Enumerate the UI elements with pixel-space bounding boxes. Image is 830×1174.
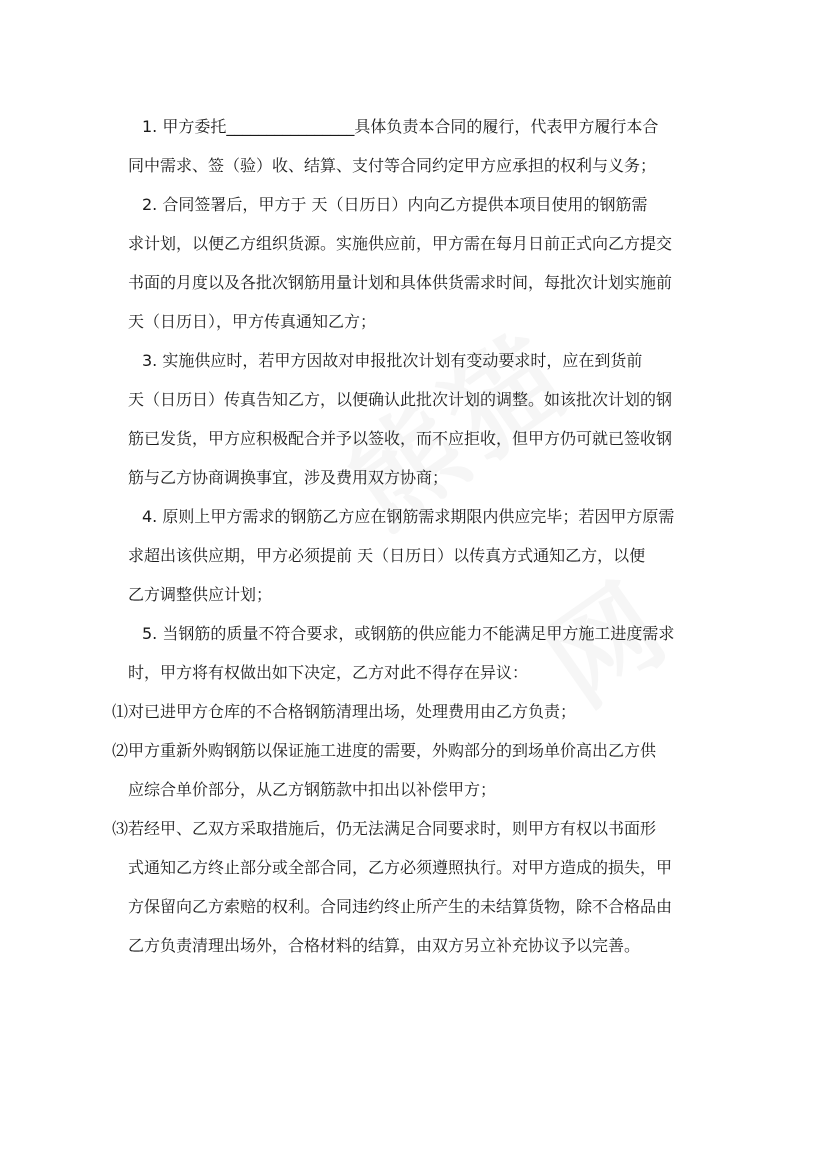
text-line: 式通知乙方终止部分或全部合同，乙方必须遵照执行。对甲方造成的损失，甲 bbox=[128, 858, 673, 877]
text-line: 求超出该供应期，甲方必须提前 天（日历日）以传真方式通知乙方，以便 bbox=[128, 546, 646, 565]
text-line: 5. 当钢筋的质量不符合要求，或钢筋的供应能力不能满足甲方施工进度需求 bbox=[142, 624, 675, 643]
text-line: 筋与乙方协商调换事宜，涉及费用双方协商； bbox=[128, 468, 449, 487]
text-line: 筋已发货，甲方应积极配合并予以签收，而不应拒收，但甲方仍可就已签收钢 bbox=[128, 429, 673, 448]
text-line: ⑴对已进甲方仓库的不合格钢筋清理出场，处理费用由乙方负责； bbox=[112, 702, 577, 721]
text-line: 方保留向乙方索赔的权利。合同违约终止所产生的未结算货物，除不合格品由 bbox=[128, 897, 673, 916]
text-line: 书面的月度以及各批次钢筋用量计划和具体供货需求时间，每批次计划实施前 bbox=[128, 273, 673, 292]
text-line: 2. 合同签署后，甲方于 天（日历日）内向乙方提供本项目使用的钢筋需 bbox=[142, 195, 648, 214]
text-line: 同中需求、签（验）收、结算、支付等合同约定甲方应承担的权利与义务； bbox=[128, 156, 657, 175]
text-line: 3. 实施供应时，若甲方因故对申报批次计划有变动要求时，应在到货前 bbox=[142, 351, 643, 370]
text-line: 乙方负责清理出场外，合格材料的结算，由双方另立补充协议予以完善。 bbox=[128, 936, 641, 955]
text-line: 4. 原则上甲方需求的钢筋乙方应在钢筋需求期限内供应完毕；若因甲方原需 bbox=[142, 507, 675, 526]
text-line: 天（日历日），甲方传真通知乙方； bbox=[128, 312, 377, 331]
contract-body bbox=[112, 107, 708, 965]
text-line: 1. 甲方委托________________具体负责本合同的履行，代表甲方履行本合 bbox=[142, 117, 659, 136]
text-line: 应综合单价部分，从乙方钢筋款中扣出以补偿甲方； bbox=[128, 780, 497, 799]
text-line: 求计划，以便乙方组织货源。实施供应前，甲方需在每月日前正式向乙方提交 bbox=[128, 234, 673, 253]
text-line: 乙方调整供应计划； bbox=[128, 585, 273, 604]
text-line: ⑵甲方重新外购钢筋以保证施工进度的需要，外购部分的到场单价高出乙方供 bbox=[112, 741, 657, 760]
text-line: 天（日历日）传真告知乙方，以便确认此批次计划的调整。如该批次计划的钢 bbox=[128, 390, 673, 409]
text-line: ⑶若经甲、乙双方采取措施后，仍无法满足合同要求时，则甲方有权以书面形 bbox=[112, 819, 657, 838]
text-line: 时，甲方将有权做出如下决定，乙方对此不得存在异议： bbox=[128, 663, 529, 682]
